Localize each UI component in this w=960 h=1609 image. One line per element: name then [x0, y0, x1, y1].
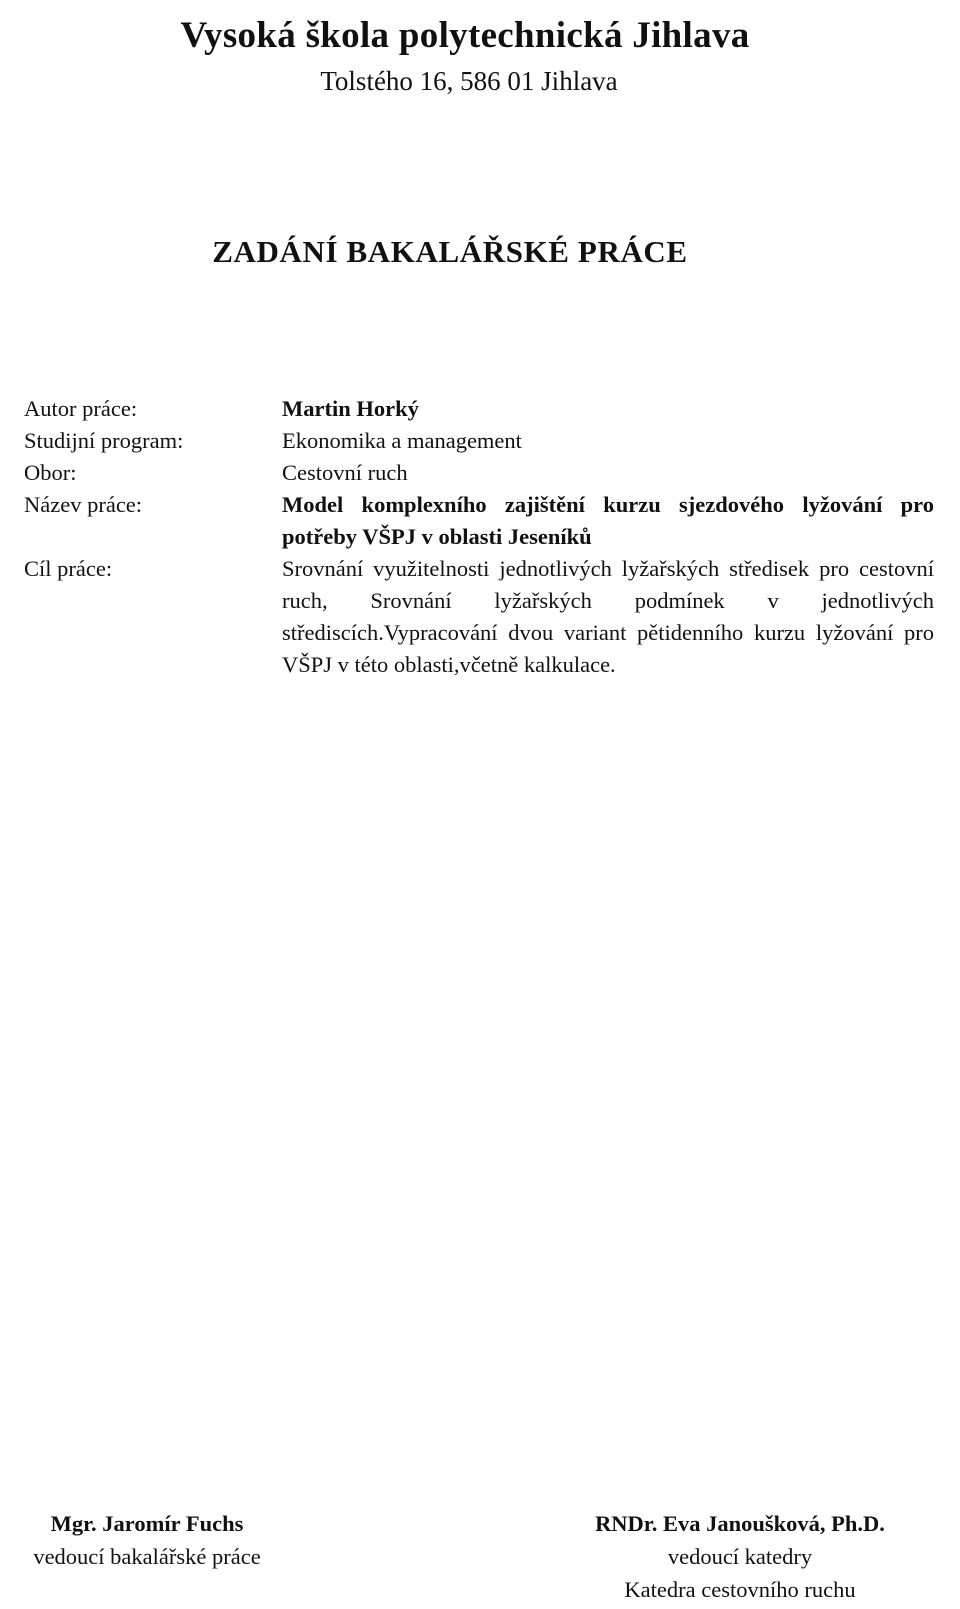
head-department: Katedra cestovního ruchu [624, 1577, 856, 1602]
assignment-fields [24, 393, 934, 681]
field-row-title [24, 489, 934, 553]
head-role: vedoucí katedry [667, 1544, 813, 1569]
document-title: ZADÁNÍ BAKALÁŘSKÉ PRÁCE [212, 234, 688, 269]
field-row-goal [24, 553, 934, 681]
goal-label: Cíl práce: [24, 556, 113, 581]
field-row-program [24, 425, 934, 457]
institution-address: Tolstého 16, 586 01 Jihlava [320, 66, 618, 96]
title-value: Model komplexního zajištění kurzu sjezdového lyžování pro potřeby VŠPJ v oblasti Jeseníků [282, 492, 934, 549]
field-label: Obor: [24, 460, 77, 485]
supervisor-signature-block [22, 1507, 272, 1573]
program-value: Ekonomika a management [282, 428, 522, 453]
author-value: Martin Horký [282, 396, 419, 421]
head-name: RNDr. Eva Janoušková, Ph.D. [595, 1511, 885, 1536]
goal-value: Srovnání využitelnosti jednotlivých lyžařských středisek pro cestovní ruch, Srovnání lyžařských podmínek v jednotlivých střediscích.Vypracování dvou variant pětidenního kurzu lyžování pro VŠPJ v této oblasti,včetně kalkulace. [282, 556, 934, 677]
field-value: Cestovní ruch [282, 460, 408, 485]
institution-name: Vysoká škola polytechnická Jihlava [180, 15, 750, 56]
supervisor-role: vedoucí bakalářské práce [33, 1544, 261, 1569]
author-label: Autor práce: [24, 396, 138, 421]
title-label: Název práce: [24, 492, 143, 517]
head-signature-block [580, 1507, 900, 1606]
field-row-author [24, 393, 934, 425]
program-label: Studijní program: [24, 428, 184, 453]
field-row-field [24, 457, 934, 489]
supervisor-name: Mgr. Jaromír Fuchs [50, 1511, 244, 1536]
